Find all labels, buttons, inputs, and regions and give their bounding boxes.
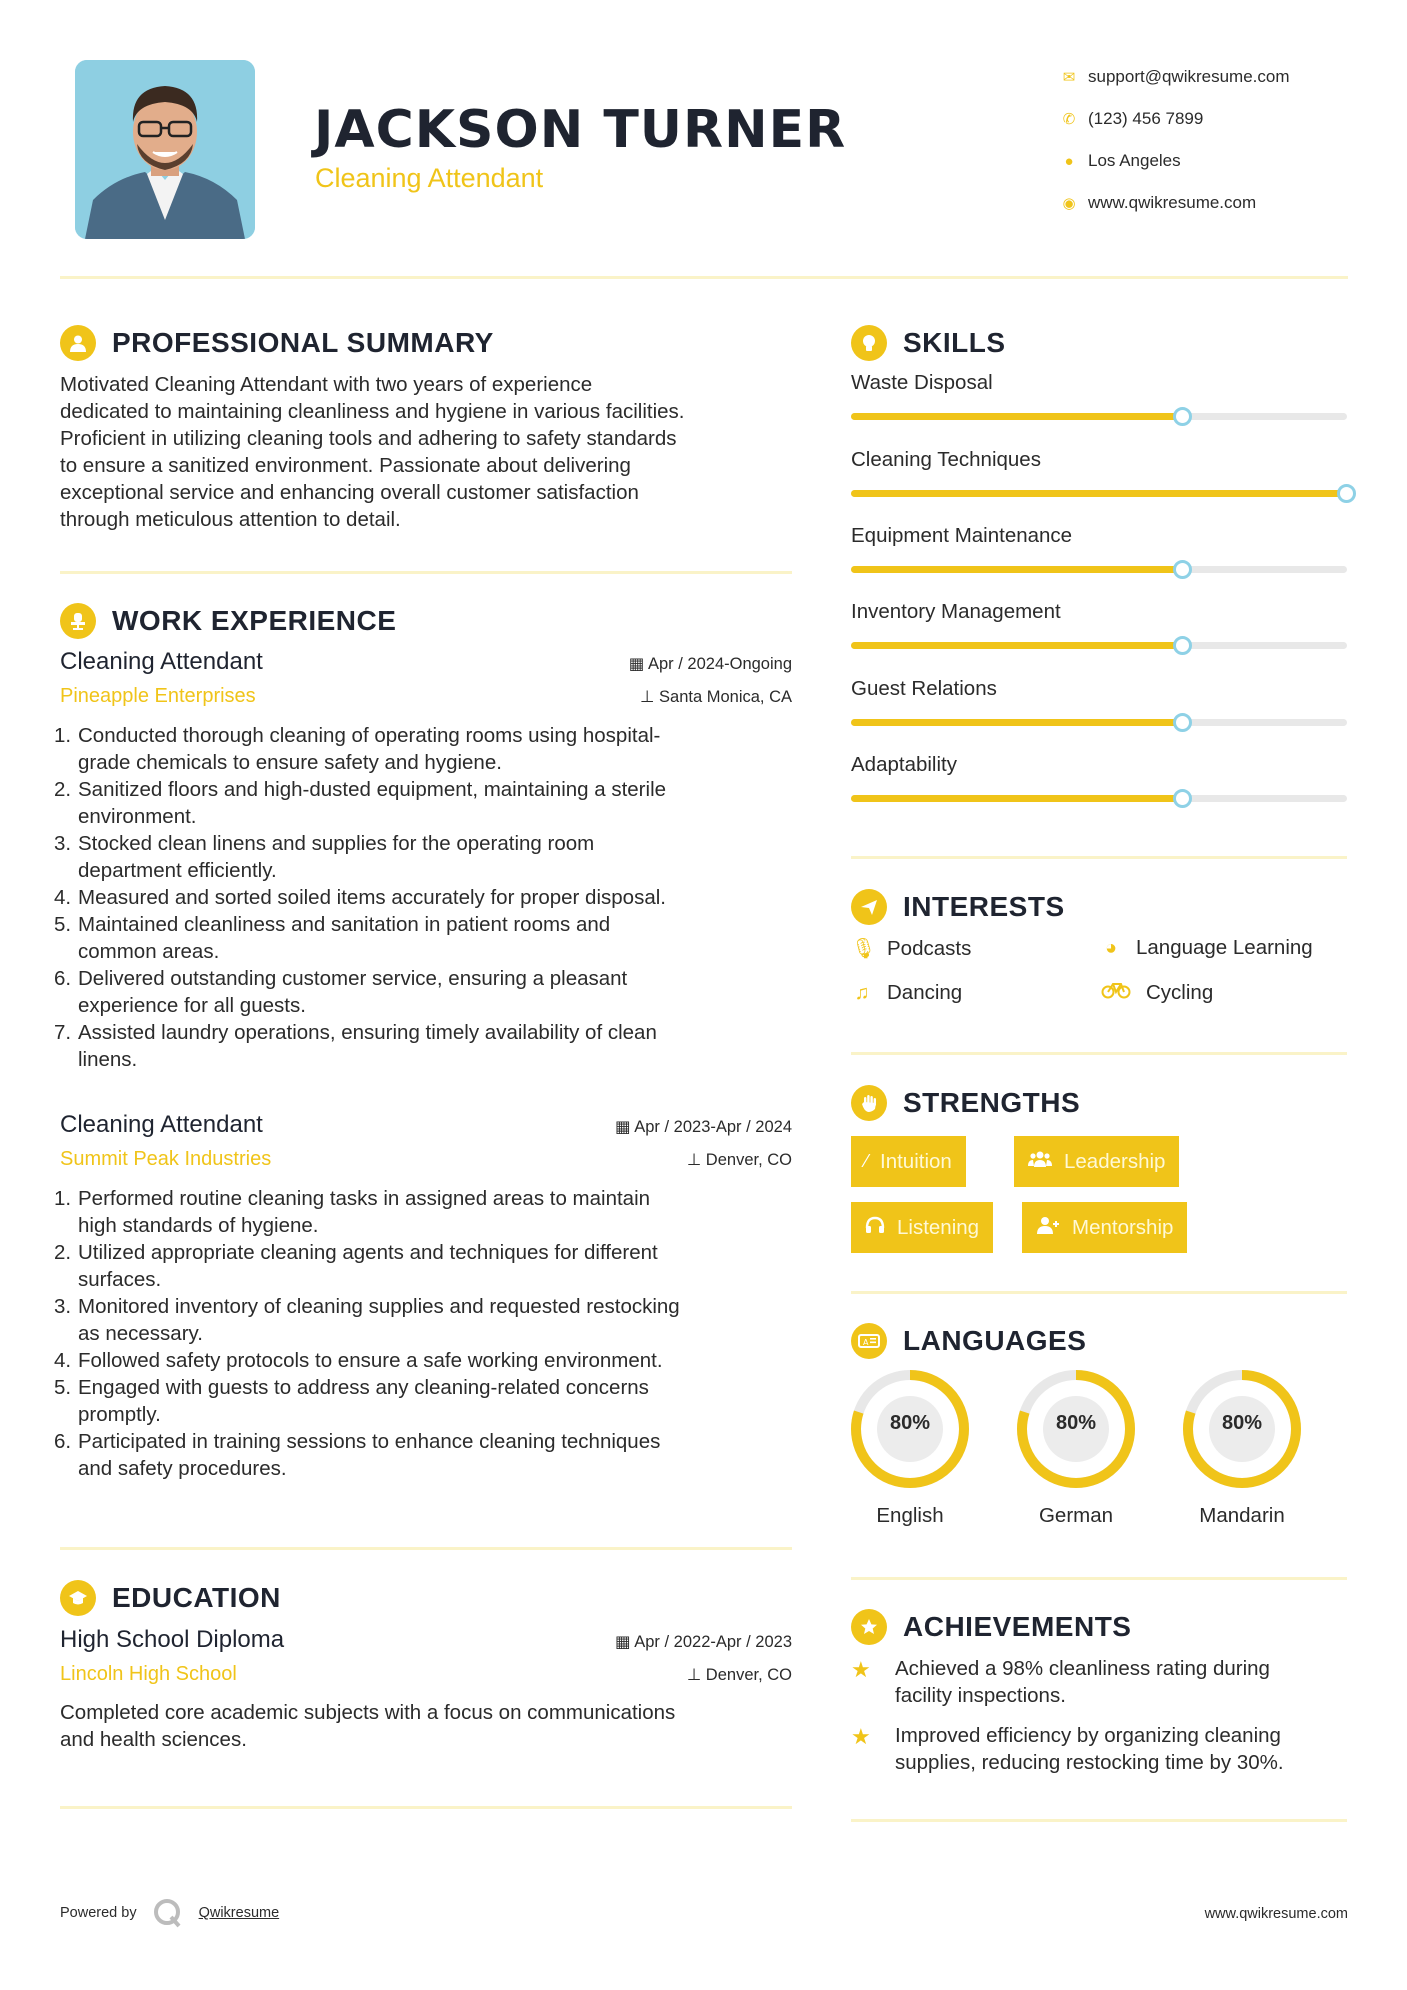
job-duties bbox=[54, 1185, 792, 1482]
education-description: Completed core academic subjects with a focus on communications and health sciences. bbox=[60, 1701, 676, 1751]
globe-icon: ◕ bbox=[1104, 936, 1118, 959]
strength-label: Intuition bbox=[880, 1149, 952, 1173]
microphone-icon: 🎙︎ bbox=[851, 938, 877, 960]
list-item: 3. Stocked clean linens and supplies for the operating room department efficiently. bbox=[54, 832, 595, 882]
list-item: 3. Monitored inventory of cleaning supplies and requested restocking as necessary. bbox=[54, 1295, 680, 1345]
shooting-star-icon: ★ bbox=[851, 1657, 871, 1682]
language-name: German bbox=[1038, 1504, 1114, 1527]
summary-line: Proficient in utilizing cleaning tools and adhering to safety standards bbox=[60, 427, 677, 450]
list-item: 4. Followed safety protocols to ensure a safe working environment. bbox=[54, 1349, 663, 1372]
briefcase-icon bbox=[60, 603, 96, 639]
job-location: Denver, CO bbox=[705, 1151, 792, 1169]
education-location: Denver, CO bbox=[705, 1666, 792, 1684]
education-divider bbox=[60, 1806, 792, 1809]
skill-item bbox=[851, 677, 1347, 701]
strength-chip bbox=[851, 1136, 966, 1187]
summary-line: Motivated Cleaning Attendant with two years of experience bbox=[60, 373, 593, 396]
strength-chip bbox=[851, 1202, 993, 1253]
calendar-icon: ▦ bbox=[614, 1633, 635, 1651]
wand-icon: ⁄ bbox=[865, 1151, 869, 1171]
list-item: 5. Maintained cleanliness and sanitation in patient rooms and common areas. bbox=[54, 913, 611, 963]
skill-bar-fill bbox=[851, 566, 1183, 573]
interest-item bbox=[851, 936, 971, 961]
pin-icon: ⊥ bbox=[640, 688, 660, 706]
calendar-icon: ▦ bbox=[614, 1118, 635, 1136]
skill-bar-knob bbox=[1173, 636, 1192, 655]
interest-item bbox=[1100, 981, 1213, 1005]
qwikresume-link[interactable]: Qwikresume bbox=[198, 1905, 280, 1921]
list-item: 1. Performed routine cleaning tasks in assigned areas to maintain high standards of hygiene. bbox=[54, 1187, 651, 1237]
language-item bbox=[849, 1368, 971, 1528]
lightbulb-icon bbox=[851, 325, 887, 361]
education-date: Apr / 2022-Apr / 2023 bbox=[634, 1633, 792, 1651]
achievements-title: ACHIEVEMENTS bbox=[903, 1611, 1132, 1642]
profile-photo bbox=[75, 60, 255, 239]
job-title: Cleaning Attendant bbox=[60, 1111, 263, 1138]
skill-label: Waste Disposal bbox=[851, 371, 993, 394]
skill-label: Cleaning Techniques bbox=[851, 448, 1041, 471]
strength-label: Mentorship bbox=[1072, 1215, 1174, 1239]
list-item: 4. Measured and sorted soiled items accurately for proper disposal. bbox=[54, 886, 666, 909]
skill-item bbox=[851, 448, 1347, 472]
interests-heading bbox=[851, 889, 1065, 925]
summary-line: dedicated to maintaining cleanliness and hygiene in various facilities. bbox=[60, 400, 685, 423]
interest-item bbox=[1100, 936, 1313, 960]
contact-website[interactable] bbox=[1050, 182, 1370, 224]
powered-by-label: Powered by bbox=[60, 1905, 137, 1921]
skill-item bbox=[851, 371, 1347, 395]
strength-chip bbox=[1014, 1136, 1179, 1187]
star-badge-icon bbox=[851, 1609, 887, 1645]
list-item: 2. Sanitized floors and high-dusted equipment, maintaining a sterile environment. bbox=[54, 778, 667, 828]
list-item: 7. Assisted laundry operations, ensuring timely availability of clean linens. bbox=[54, 1021, 657, 1071]
summary-heading bbox=[60, 325, 494, 361]
skill-label: Inventory Management bbox=[851, 600, 1061, 623]
strengths-divider bbox=[851, 1291, 1347, 1294]
language-icon bbox=[851, 1323, 887, 1359]
skill-label: Adaptability bbox=[851, 753, 957, 776]
list-item: 1. Conducted thorough cleaning of operating rooms using hospital- grade chemicals to ensure safety and hygiene. bbox=[54, 724, 661, 774]
graduation-icon bbox=[60, 1580, 96, 1616]
contact-location-text: Los Angeles bbox=[1088, 151, 1181, 170]
contact-website-text: www.qwikresume.com bbox=[1088, 193, 1257, 212]
calendar-icon: ▦ bbox=[628, 655, 648, 673]
skill-bar-fill bbox=[851, 413, 1183, 420]
contact-email-text: support@qwikresume.com bbox=[1088, 67, 1290, 86]
contact-location bbox=[1050, 140, 1370, 182]
summary-divider bbox=[60, 571, 792, 574]
education-title: EDUCATION bbox=[112, 1582, 281, 1613]
list-item: 5. Engaged with guests to address any cleaning-related concerns promptly. bbox=[54, 1376, 649, 1426]
languages-heading bbox=[851, 1323, 1086, 1359]
language-name: English bbox=[876, 1504, 944, 1527]
job-entry-1 bbox=[54, 648, 792, 1073]
education-entry bbox=[60, 1626, 792, 1753]
achievements-heading bbox=[851, 1609, 1131, 1645]
language-name: Mandarin bbox=[1199, 1504, 1285, 1527]
language-percent: 80% bbox=[1055, 1412, 1097, 1434]
school-name: Lincoln High School bbox=[60, 1663, 237, 1685]
degree-title: High School Diploma bbox=[60, 1626, 285, 1653]
skill-bar bbox=[851, 490, 1347, 497]
job-entry-2 bbox=[54, 1111, 792, 1482]
skill-bar-fill bbox=[851, 490, 1347, 497]
summary-line: through meticulous attention to detail. bbox=[60, 508, 401, 531]
job-duties bbox=[54, 722, 792, 1073]
user-icon bbox=[60, 325, 96, 361]
languages-title: LANGUAGES bbox=[903, 1325, 1087, 1356]
contact-list bbox=[1050, 56, 1370, 224]
candidate-title: Cleaning Attendant bbox=[315, 163, 544, 193]
qwikresume-logo-icon bbox=[153, 1898, 183, 1928]
skill-item bbox=[851, 524, 1347, 548]
phone-icon: ✆ bbox=[1062, 111, 1076, 128]
skill-label: Guest Relations bbox=[851, 677, 997, 700]
achievements-divider bbox=[851, 1819, 1347, 1822]
skill-bar-knob bbox=[1173, 560, 1192, 579]
location-icon: ● bbox=[1064, 152, 1074, 170]
work-title: WORK EXPERIENCE bbox=[112, 605, 397, 636]
achievement-item bbox=[851, 1722, 1351, 1776]
work-divider bbox=[60, 1547, 792, 1550]
skill-bar bbox=[851, 566, 1347, 573]
summary-text bbox=[60, 371, 800, 533]
user-plus-icon bbox=[1036, 1216, 1060, 1239]
skill-bar-fill bbox=[851, 642, 1183, 649]
users-icon bbox=[1028, 1150, 1052, 1173]
music-icon: ♫ bbox=[854, 981, 870, 1004]
list-item: 2. Utilized appropriate cleaning agents and techniques for different surfaces. bbox=[54, 1241, 658, 1291]
svg-text:A: A bbox=[863, 1338, 869, 1347]
languages-divider bbox=[851, 1577, 1347, 1580]
globe-icon: ◉ bbox=[1062, 195, 1076, 212]
skill-bar bbox=[851, 413, 1347, 420]
contact-phone-text: (123) 456 7899 bbox=[1088, 109, 1204, 128]
strength-chip bbox=[1022, 1202, 1187, 1253]
language-item bbox=[1015, 1368, 1137, 1528]
skills-divider bbox=[851, 856, 1347, 859]
skills-heading bbox=[851, 325, 1006, 361]
job-date: Apr / 2023-Apr / 2024 bbox=[634, 1118, 792, 1136]
language-item bbox=[1181, 1368, 1303, 1528]
bicycle-icon bbox=[1100, 981, 1132, 1005]
skill-bar bbox=[851, 719, 1347, 726]
interest-label: Dancing bbox=[887, 981, 963, 1004]
achievement-item bbox=[851, 1655, 1351, 1709]
contact-email[interactable] bbox=[1050, 56, 1370, 98]
language-percent: 80% bbox=[889, 1412, 931, 1434]
skill-bar-fill bbox=[851, 795, 1183, 802]
job-company: Summit Peak Industries bbox=[60, 1148, 272, 1170]
skills-title: SKILLS bbox=[903, 327, 1006, 358]
interest-label: Language Learning bbox=[1136, 936, 1313, 959]
skill-bar-knob bbox=[1173, 789, 1192, 808]
pin-icon: ⊥ bbox=[686, 1666, 706, 1684]
job-company: Pineapple Enterprises bbox=[60, 685, 256, 707]
interests-title: INTERESTS bbox=[903, 891, 1065, 922]
skill-bar-knob bbox=[1173, 713, 1192, 732]
skill-bar bbox=[851, 795, 1347, 802]
interest-item bbox=[851, 981, 962, 1005]
strength-label: Listening bbox=[897, 1215, 980, 1239]
skill-bar-fill bbox=[851, 719, 1183, 726]
work-heading bbox=[60, 603, 396, 639]
summary-title: PROFESSIONAL SUMMARY bbox=[112, 327, 494, 358]
job-date: Apr / 2024-Ongoing bbox=[647, 655, 792, 673]
education-heading bbox=[60, 1580, 281, 1616]
strengths-heading bbox=[851, 1085, 1080, 1121]
candidate-name: JACKSON TURNER bbox=[314, 100, 847, 160]
list-item: 6. Delivered outstanding customer service, ensuring a pleasant experience for all guests. bbox=[54, 967, 628, 1017]
summary-line: exceptional service and enhancing overall customer satisfaction bbox=[60, 481, 639, 504]
language-percent: 80% bbox=[1221, 1412, 1263, 1434]
strength-label: Leadership bbox=[1064, 1149, 1166, 1173]
pin-icon: ⊥ bbox=[686, 1151, 706, 1169]
footer-powered-by bbox=[60, 1898, 279, 1928]
paper-plane-icon bbox=[851, 889, 887, 925]
interest-label: Cycling bbox=[1146, 981, 1214, 1004]
job-title: Cleaning Attendant bbox=[60, 648, 263, 675]
skill-bar-knob bbox=[1173, 407, 1192, 426]
interest-label: Podcasts bbox=[887, 936, 972, 960]
contact-phone[interactable] bbox=[1050, 98, 1370, 140]
skill-bar bbox=[851, 642, 1347, 649]
interests-divider bbox=[851, 1052, 1347, 1055]
email-icon: ✉ bbox=[1062, 69, 1076, 86]
headphones-icon bbox=[865, 1216, 885, 1239]
header-divider bbox=[60, 276, 1348, 279]
summary-line: to ensure a sanitized environment. Passionate about delivering bbox=[60, 454, 631, 477]
list-item: 6. Participated in training sessions to enhance cleaning techniques and safety procedures. bbox=[54, 1430, 661, 1480]
hand-icon bbox=[851, 1085, 887, 1121]
achievement-text: Achieved a 98% cleanliness rating during facility inspections. bbox=[895, 1657, 1270, 1707]
footer-site-link[interactable]: www.qwikresume.com bbox=[1204, 1906, 1348, 1922]
strengths-title: STRENGTHS bbox=[903, 1087, 1081, 1118]
skill-bar-knob bbox=[1337, 484, 1356, 503]
achievement-text: Improved efficiency by organizing cleaning supplies, reducing restocking time by 30%. bbox=[895, 1724, 1284, 1774]
skill-item bbox=[851, 600, 1347, 624]
shooting-star-icon: ★ bbox=[851, 1724, 871, 1749]
skill-item bbox=[851, 753, 1347, 777]
skill-label: Equipment Maintenance bbox=[851, 524, 1073, 547]
job-location: Santa Monica, CA bbox=[659, 688, 792, 706]
